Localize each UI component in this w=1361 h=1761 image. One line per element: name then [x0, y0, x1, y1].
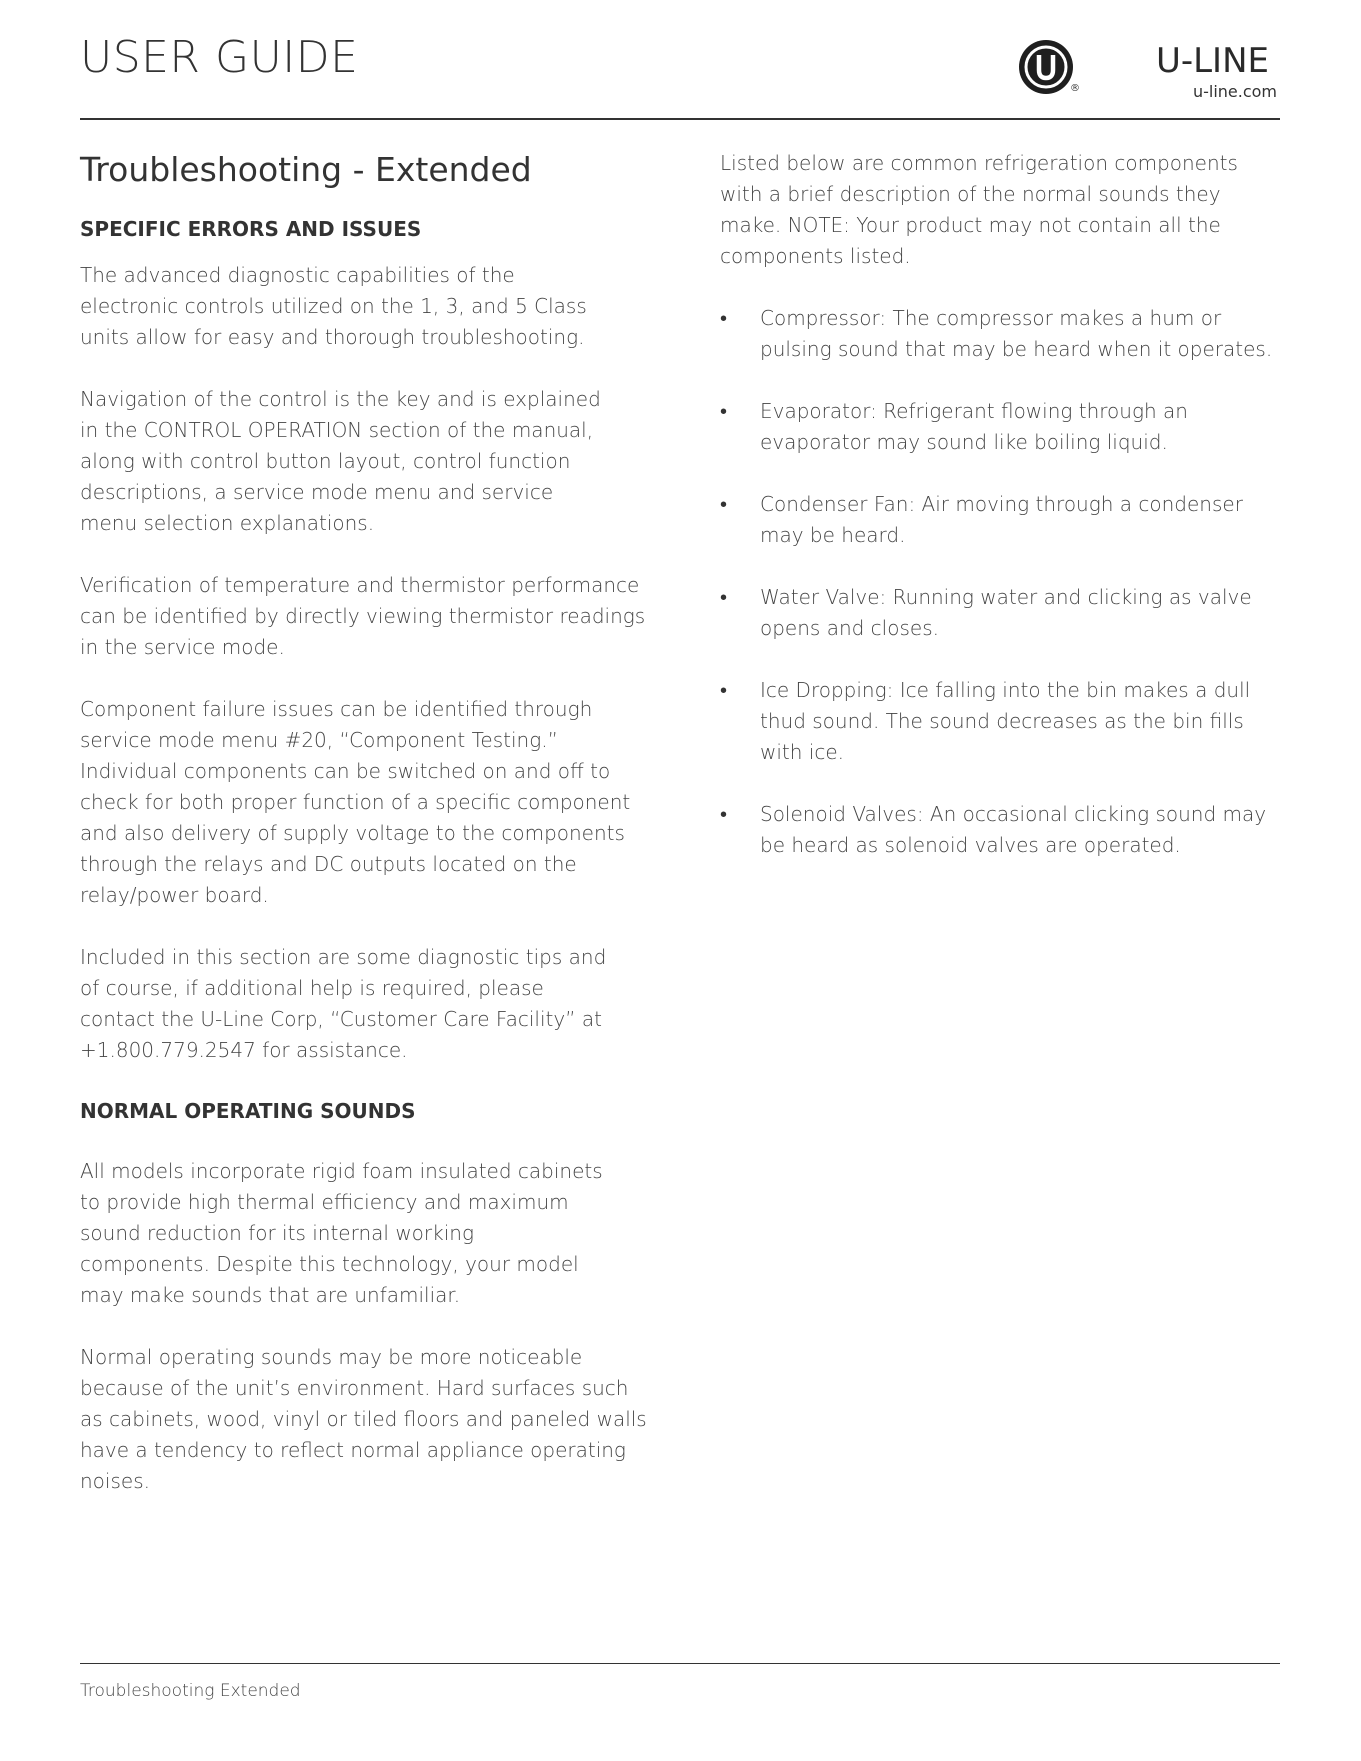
paragraph: Normal operating sounds may be more noticeable because of the unit’s environment. Hard surfaces such as cabinets, wood, vinyl or tiled floors and paneled walls have a tendency to reflect normal appliance operating noises.: [80, 1345, 647, 1493]
list-item-text: Condenser Fan: Air moving through a condenser may be heard.: [760, 492, 1243, 547]
list-item-text: Water Valve: Running water and clicking as valve opens and closes.: [760, 585, 1252, 640]
list-item: [720, 489, 1280, 551]
footer-divider: [80, 1663, 1280, 1664]
brand-logo: [1017, 38, 1277, 104]
paragraph: All models incorporate rigid foam insulated cabinets to provide high thermal efficiency and maximum sound reduction for its internal working components. Despite this technology, your model may make sounds that are unfamiliar.: [80, 1159, 603, 1307]
header-divider: [80, 118, 1280, 120]
bullet-icon: •: [720, 492, 728, 516]
list-item: [720, 675, 1280, 768]
left-column: [80, 148, 650, 1528]
subheading-specific-errors: SPECIFIC ERRORS AND ISSUES: [80, 217, 422, 241]
list-item: [720, 799, 1280, 861]
paragraph: Included in this section are some diagnostic tips and of course, if additional help is required, please contact the U-Line Corp, “Customer Care Facility” at +1.800.779.2547 for assistance.: [80, 945, 607, 1062]
page-header: [80, 0, 1280, 120]
list-item: [720, 582, 1280, 644]
list-item-text: Evaporator: Refrigerant flowing through an evaporator may sound like boiling liquid.: [760, 399, 1188, 454]
brand-wordmark: U-LINE: [1155, 41, 1269, 81]
document-title: USER GUIDE: [80, 32, 359, 83]
paragraph: Verification of temperature and thermistor performance can be identified by directly viewing thermistor readings in the service mode.: [80, 573, 646, 659]
u-line-logo-icon: [1017, 38, 1075, 96]
paragraph: Component failure issues can be identified through service mode menu #20, “Component Testing.” Individual components can be switched on and off to check for both proper function of a specific component and also delivery of supply voltage to the components through the relays and DC outputs located on the relay/power board.: [80, 697, 631, 907]
list-item-text: Solenoid Valves: An occasional clicking sound may be heard as solenoid valves are operated.: [760, 802, 1267, 857]
bullet-icon: •: [720, 306, 728, 330]
registered-mark: ®: [1070, 83, 1080, 94]
bullet-icon: •: [720, 678, 728, 702]
paragraph: Navigation of the control is the key and is explained in the CONTROL OPERATION section of the manual, along with control button layout, control function descriptions, a service mode menu and service menu selection explanations.: [80, 387, 601, 535]
list-item: [720, 396, 1280, 458]
paragraph: The advanced diagnostic capabilities of the electronic controls utilized on the 1, 3, and 5 Class units allow for easy and thorough troubleshooting.: [80, 263, 587, 349]
component-sounds-list: [720, 303, 1280, 861]
right-column: [720, 148, 1280, 892]
subheading-normal-sounds: NORMAL OPERATING SOUNDS: [80, 1099, 416, 1123]
bullet-icon: •: [720, 802, 728, 826]
list-item: [720, 303, 1280, 365]
bullet-icon: •: [720, 585, 728, 609]
section-heading: Troubleshooting - Extended: [80, 150, 532, 189]
list-item-text: Compressor: The compressor makes a hum or pulsing sound that may be heard when it operates.: [760, 306, 1273, 361]
list-item-text: Ice Dropping: Ice falling into the bin makes a dull thud sound. The sound decreases as the bin fills with ice.: [760, 678, 1251, 764]
intro-paragraph: Listed below are common refrigeration components with a brief description of the normal sounds they make. NOTE: Your product may not contain all the components listed.: [720, 151, 1238, 268]
bullet-icon: •: [720, 399, 728, 423]
footer-section-label: Troubleshooting Extended: [80, 1681, 301, 1701]
website-url: u-line.com: [1192, 82, 1277, 101]
